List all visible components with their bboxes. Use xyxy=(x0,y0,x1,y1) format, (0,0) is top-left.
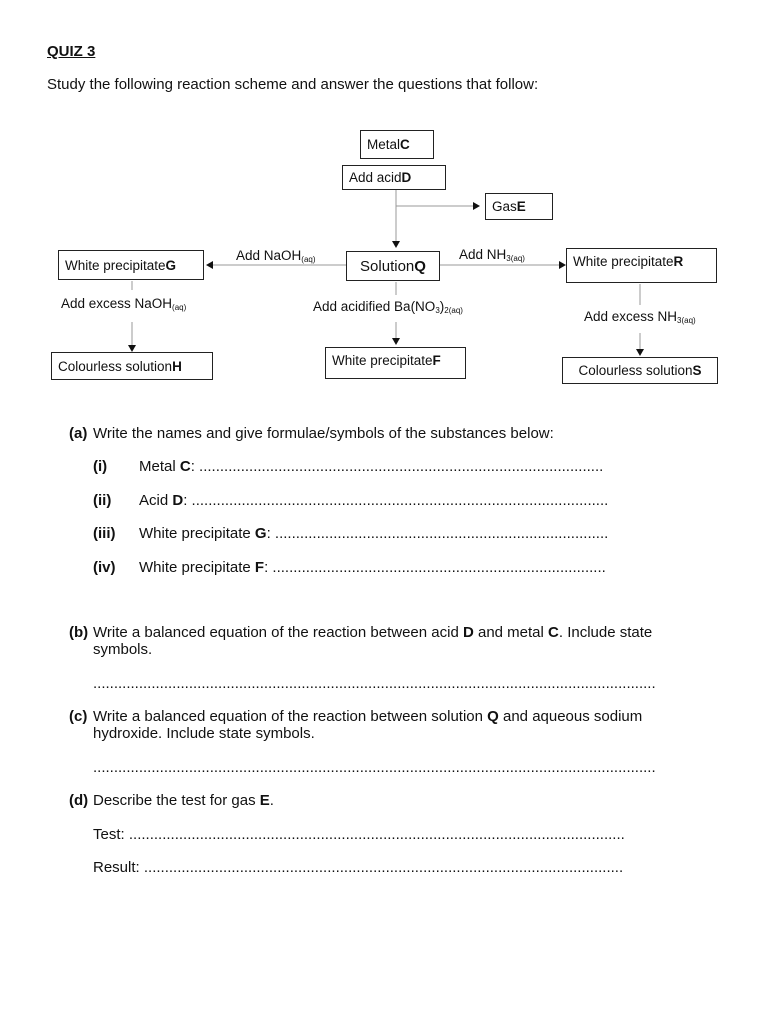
test-row: Test: ....................................................................................................................... xyxy=(93,826,625,843)
page-title: QUIZ 3 xyxy=(47,43,96,60)
label-add-excess-naoh: Add excess NaOH$_{(aq)}$ xyxy=(61,296,187,312)
box-white-precipitate-r: White precipitate R xyxy=(566,248,717,283)
box-white-precipitate-g: White precipitate G xyxy=(58,250,204,280)
arrow-head xyxy=(392,241,400,248)
box-white-precipitate-f: White precipitate F xyxy=(325,347,466,379)
label-add-excess-nh3: Add excess $NH_{3(aq)}$ xyxy=(584,309,696,325)
question-c: (c) Write a balanced equation of the reaction between solution Q and aqueous sodium xyxy=(69,708,643,725)
question-a-item-iii: (iii) White precipitate G: ................................................................................ xyxy=(93,525,609,542)
arrow-head xyxy=(206,261,213,269)
arrow-head xyxy=(392,338,400,345)
answer-line-test[interactable]: ....................................................................................................................... xyxy=(128,826,625,843)
scheme-connectors xyxy=(0,0,768,400)
question-b: (b) Write a balanced equation of the reaction between acid D and metal C. Include state xyxy=(69,624,653,641)
arrow-head xyxy=(128,345,136,352)
answer-line-result[interactable]: ................................................................................................................... xyxy=(143,859,624,876)
label-add-acidified-ba: Add acidified $Ba(NO_3)_{2(aq)}$ xyxy=(313,299,463,315)
question-c-line2: hydroxide. Include state symbols. xyxy=(93,725,315,742)
question-a-item-iv: (iv) White precipitate F: ................................................................................ xyxy=(93,559,606,576)
arrow-head xyxy=(473,202,480,210)
question-d: (d) Describe the test for gas E. xyxy=(69,792,274,809)
answer-line[interactable]: : ................................................................................ xyxy=(264,559,606,576)
label-add-nh3: Add $NH_{3(aq)}$ xyxy=(459,247,525,263)
answer-line[interactable]: : ................................................................................ xyxy=(266,525,609,542)
box-metal-c: Metal C xyxy=(360,130,434,159)
result-row: Result: ................................................................................................................... xyxy=(93,859,624,876)
question-a: (a) Write the names and give formulae/symbols of the substances below: xyxy=(69,425,554,442)
answer-line[interactable]: : .................................................................................................... xyxy=(183,492,609,509)
box-gas-e: Gas E xyxy=(485,193,553,220)
question-a-item-i: (i) Metal C: ................................................................................................. xyxy=(93,458,604,475)
label-add-naoh: Add NaOH$_{(aq)}$ xyxy=(236,248,316,264)
arrow-head xyxy=(636,349,644,356)
question-a-item-ii: (ii) Acid D: .................................................................................................... xyxy=(93,492,609,509)
question-b-line2: symbols. xyxy=(93,641,153,658)
answer-line-b[interactable]: ....................................................................................................................................... xyxy=(93,675,656,692)
box-add-acid-d: Add acid D xyxy=(342,165,446,190)
box-colourless-solution-h: Colourless solution H xyxy=(51,352,213,380)
answer-line-c[interactable]: ....................................................................................................................................... xyxy=(93,759,656,776)
answer-line[interactable]: : ................................................................................................. xyxy=(190,458,604,475)
box-solution-q: Solution Q xyxy=(346,251,440,281)
box-colourless-solution-s: Colourless solution S xyxy=(562,357,718,384)
intro-text: Study the following reaction scheme and answer the questions that follow: xyxy=(47,76,539,93)
arrow-head xyxy=(559,261,566,269)
